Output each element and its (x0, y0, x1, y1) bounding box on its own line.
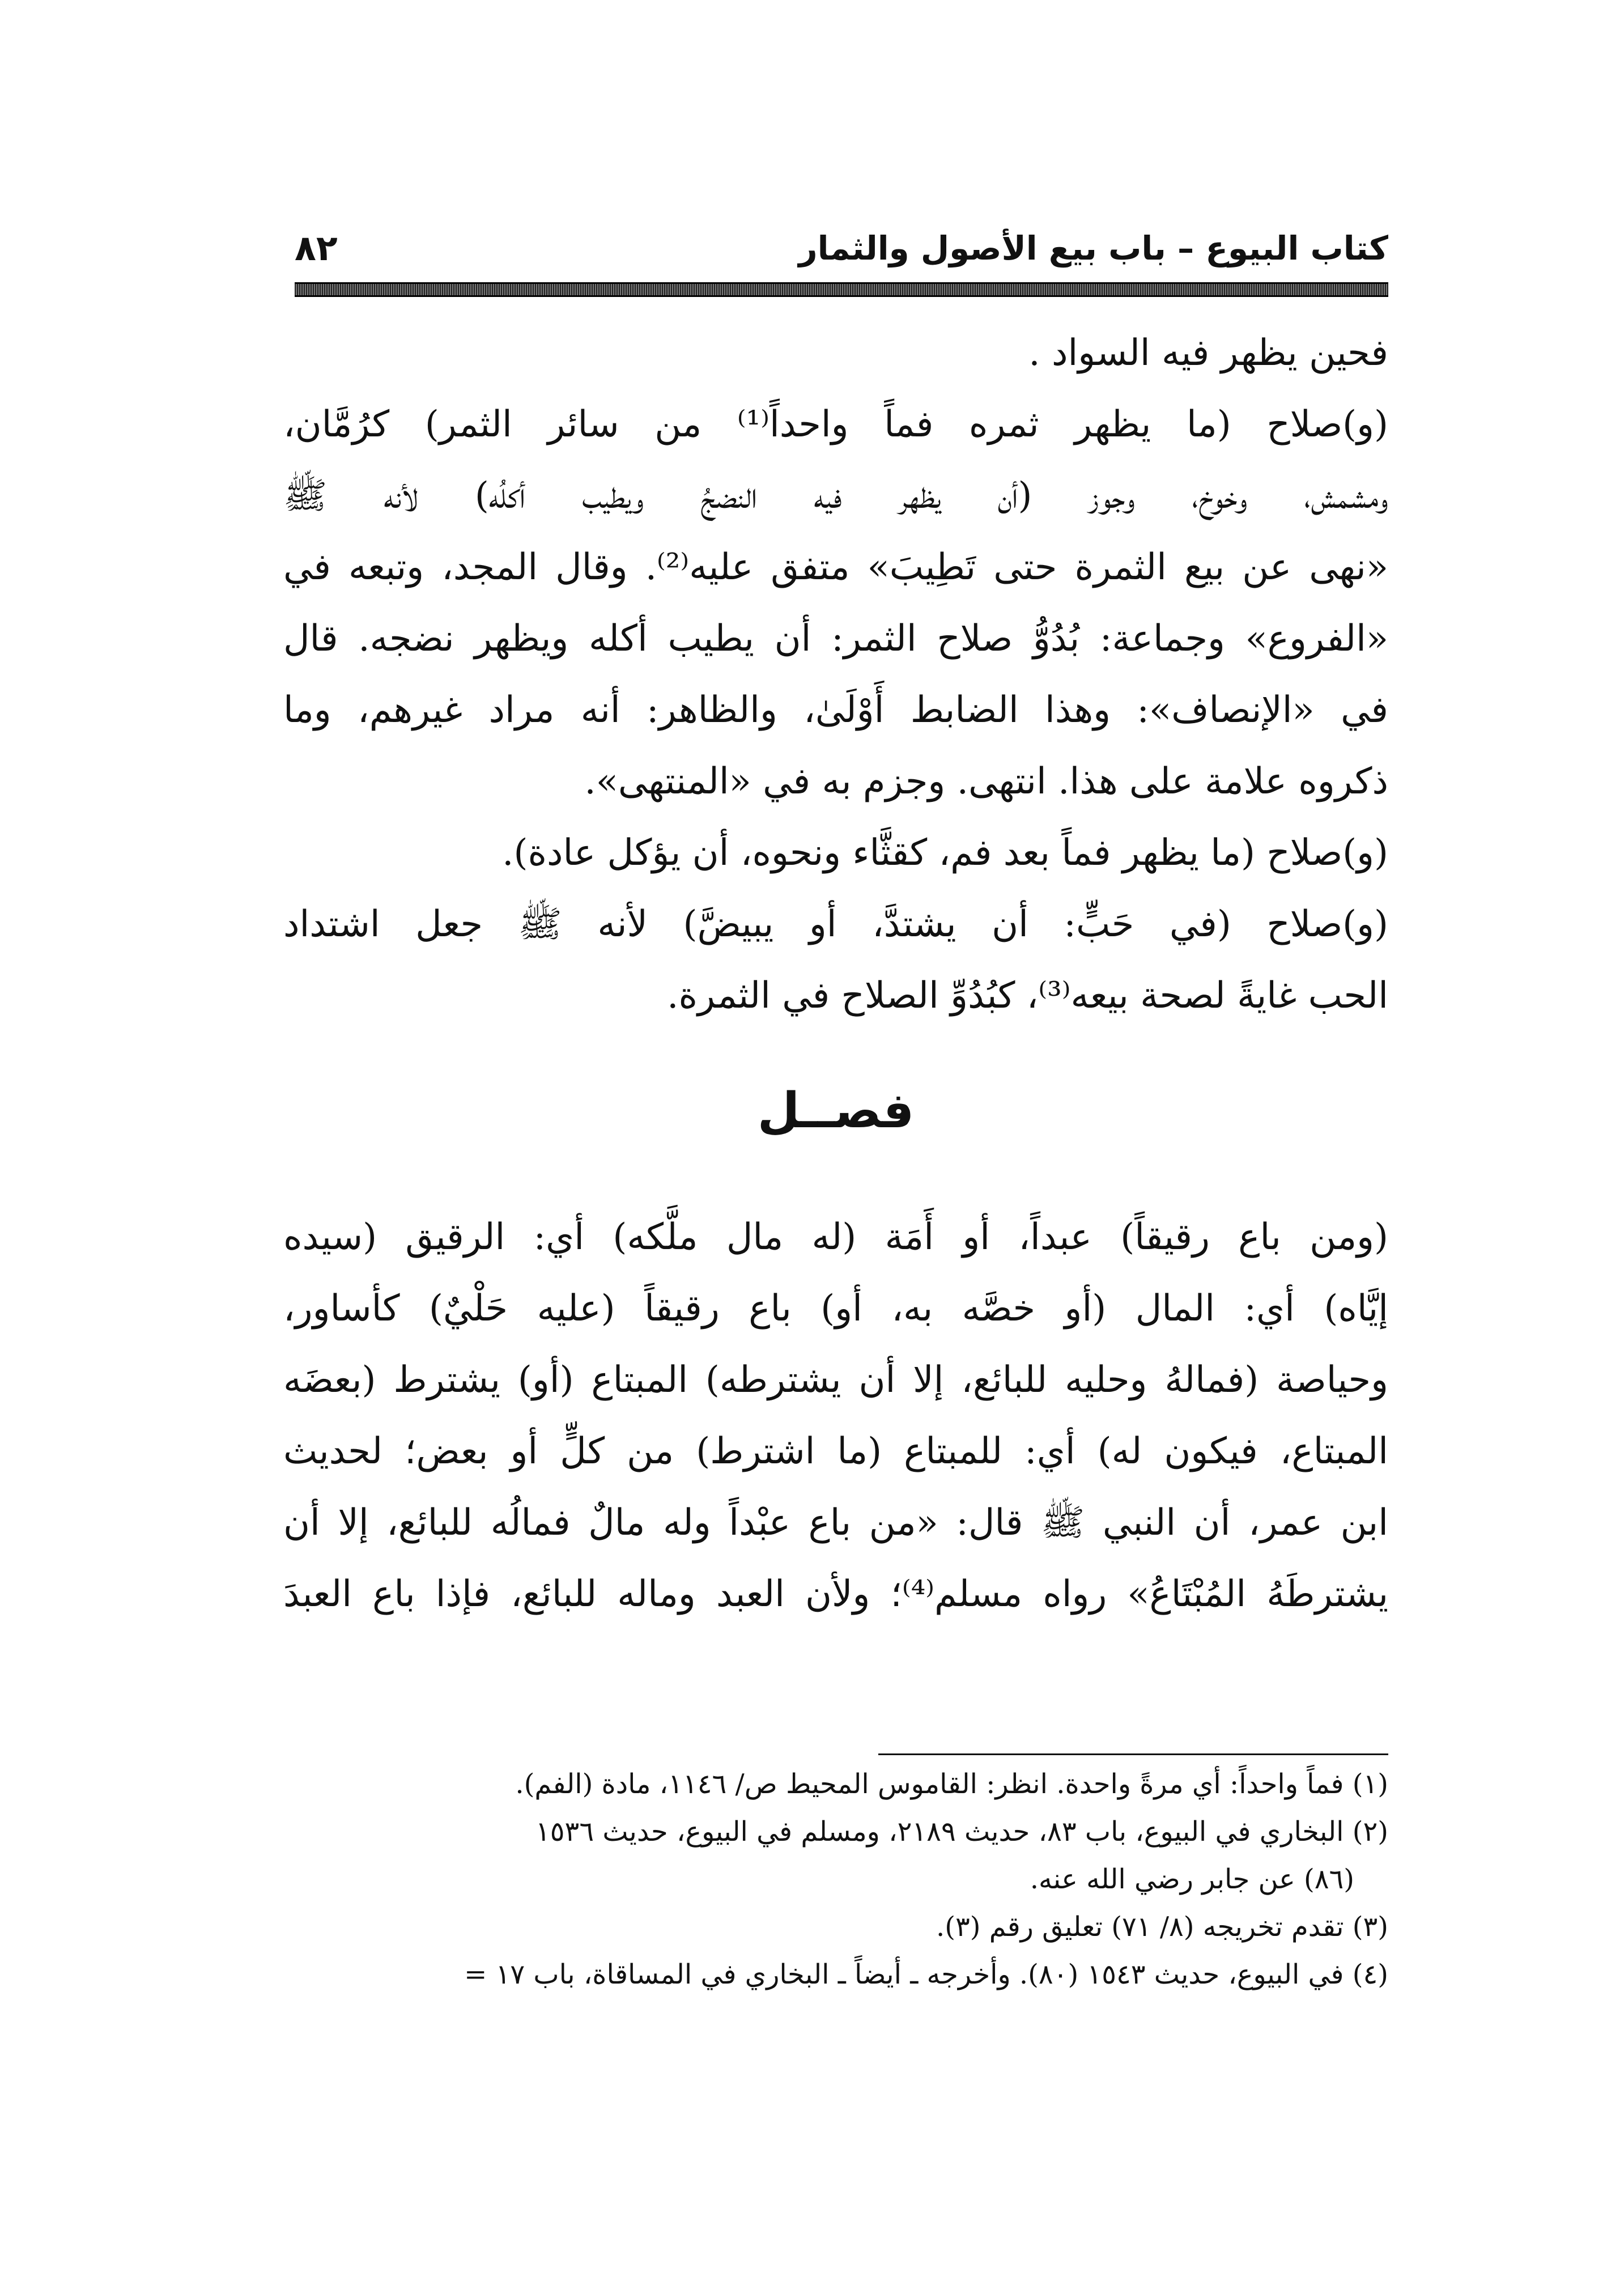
text-line: ابن عمر، أن النبي ﷺ قال: «من باع عبْداً وله مالٌ فمالُه للبائع، إلا أن (283, 1502, 1388, 1544)
text-line: (و)صلاح (ما يظهر ثمره فماً واحداً⁽¹⁾ من سائر الثمر) كرُمَّان، (283, 404, 1388, 445)
text-line: (و)صلاح (ما يظهر فماً بعد فم، كقثَّاء ونحوه، أن يؤكل عادة). (502, 832, 1388, 874)
running-header-title: كتاب البيوع – باب بيع الأصول والثمار (798, 229, 1388, 267)
body-text-top (283, 317, 1388, 1031)
text-line: في «الإنصاف»: وهذا الضابط أَوْلَىٰ، والظاهر: أنه مراد غيرهم، وما (283, 689, 1388, 731)
footnote-line: (٢) البخاري في البيوع، باب ٨٣، حديث ٢١٨٩، ومسلم في البيوع، حديث ١٥٣٦ (535, 1816, 1388, 1848)
header-rule (295, 282, 1388, 297)
text-line: فحين يظهر فيه السواد . (1028, 332, 1388, 374)
page-header (295, 226, 1388, 271)
text-line: «الفروع» وجماعة: بُدُوُّ صلاح الثمر: أن يطيب أكله ويظهر نضجه. قال (283, 618, 1388, 660)
footnote-rule (878, 1753, 1388, 1755)
body-text-bottom (283, 1201, 1388, 1630)
text-line: (ومن باع رقيقاً) عبداً، أو أَمَة (له مال ملَّكه) أي: الرقيق (سيده (283, 1216, 1388, 1258)
text-line: يشترطَهُ المُبْتَاعُ» رواه مسلم⁽⁴⁾؛ ولأن العبد وماله للبائع، فإذا باع العبدَ (283, 1573, 1388, 1615)
footnote-line: (٨٦) عن جابر رضي الله عنه. (1030, 1863, 1354, 1895)
footnotes (283, 1760, 1388, 1998)
text-line: ذكروه علامة على هذا. انتهى. وجزم به في «المنتهى». (584, 761, 1388, 802)
text-line: وحياصة (فمالهُ وحليه للبائع، إلا أن يشترطه) المبتاع (أو) يشترط (بعضَه (283, 1359, 1388, 1401)
section-title: فصــل (757, 1082, 915, 1139)
text-line: الحب غايةً لصحة بيعه⁽³⁾، كبُدُوِّ الصلاح في الثمرة. (667, 975, 1388, 1017)
text-line: ومشمش، وخوخ، وجوز (أن يظهر فيه النضجُ ويطيب أكلُه) لأنه ﷺ (283, 475, 1388, 517)
text-line: «نهى عن بيع الثمرة حتى تَطِيبَ» متفق عليه⁽²⁾. وقال المجد، وتبعه في (283, 546, 1388, 588)
footnote-line: (١) فماً واحداً: أي مرةً واحدة. انظر: القاموس المحيط ص/ ١١٤٦، مادة (الفم). (515, 1768, 1388, 1800)
footnote-line: (٣) تقدم تخريجه (٨/ ٧١) تعليق رقم (٣). (936, 1911, 1388, 1943)
text-line: (و)صلاح (في حَبٍّ: أن يشتدَّ، أو يبيضَّ) لأنه ﷺ جعل اشتداد (283, 903, 1388, 945)
page-number: ٨٢ (295, 227, 338, 269)
text-line: المبتاع، فيكون له) أي: للمبتاع (ما اشترط) من كلٍّ أو بعض؛ لحديث (283, 1430, 1388, 1472)
footnote-line: (٤) في البيوع، حديث ١٥٤٣ (٨٠). وأخرجه ـ أيضاً ـ البخاري في المساقاة، باب ١٧ = (464, 1959, 1388, 1990)
text-line: إيَّاه) أي: المال (أو خصَّه به، أو) باع رقيقاً (عليه حَلْيٌ) كأساور، (283, 1288, 1388, 1330)
